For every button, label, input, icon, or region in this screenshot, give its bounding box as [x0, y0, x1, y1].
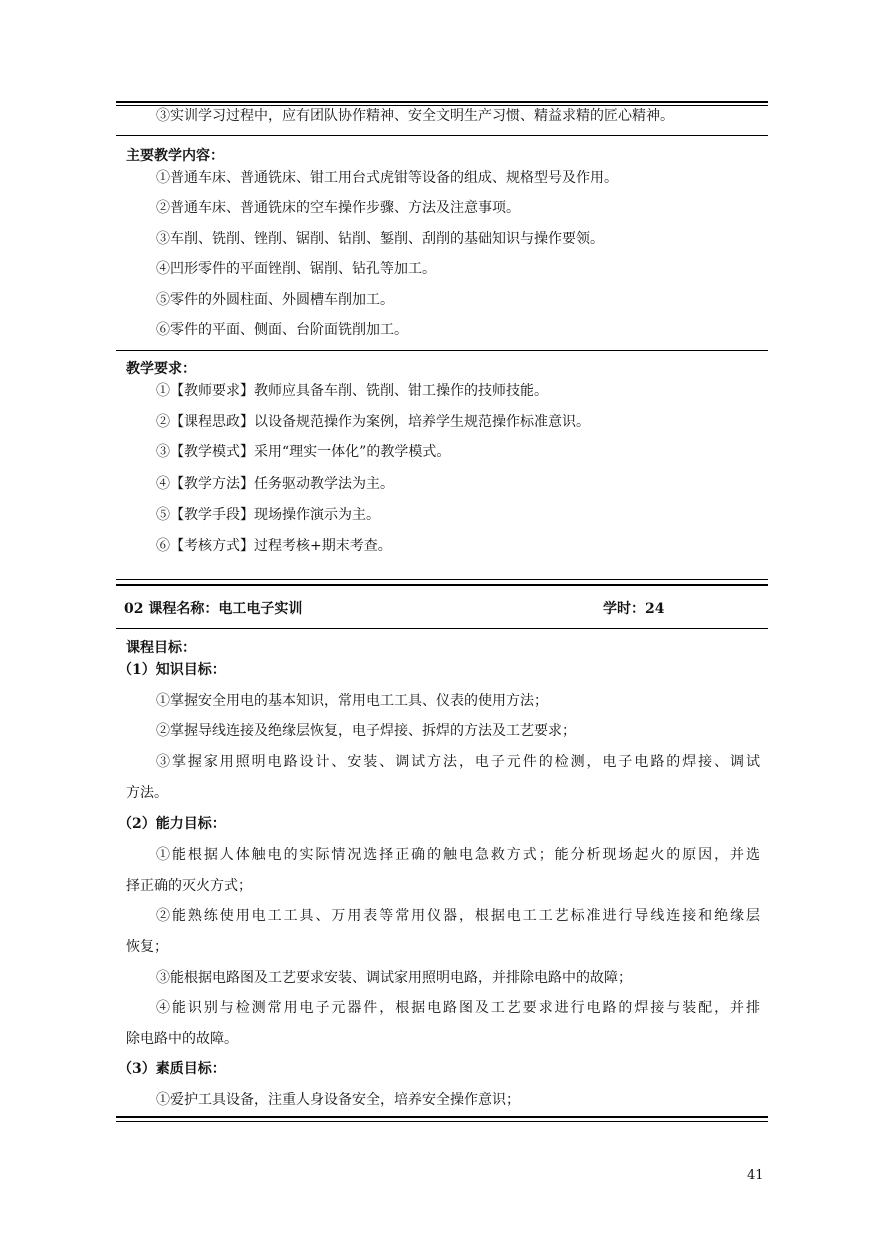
- course-hours: 学时：24: [603, 601, 665, 617]
- quality-heading: （3）素质目标：: [118, 1061, 226, 1077]
- bottom-rule: [116, 1116, 768, 1118]
- knowledge-item-3-cont: 方法。: [126, 785, 168, 801]
- requirement-item-3: ③【教学模式】采用“理实一体化”的教学模式。: [156, 444, 451, 460]
- content-item-6: ⑥零件的平面、侧面、台阶面铣削加工。: [156, 322, 408, 338]
- requirement-item-6: ⑥【考核方式】过程考核+期末考查。: [156, 538, 392, 554]
- requirement-item-5: ⑤【教学手段】现场操作演示为主。: [156, 507, 380, 523]
- divider: [116, 135, 768, 136]
- page-number: 41: [747, 1168, 764, 1183]
- quality-item-1: ①爱护工具设备，注重人身设备安全，培养安全操作意识；: [156, 1092, 520, 1108]
- divider: [116, 628, 768, 629]
- ability-item-4: ④能识别与检测常用电子元器件，根据电路图及工艺要求进行电路的焊接与装配，并排: [156, 1000, 760, 1016]
- divider: [116, 350, 768, 351]
- content-item-5: ⑤零件的外圆柱面、外圆槽车削加工。: [156, 292, 394, 308]
- ability-item-4-cont: 除电路中的故障。: [126, 1031, 238, 1047]
- content-item-4: ④凹形零件的平面锉削、锯削、钻孔等加工。: [156, 261, 436, 277]
- requirement-item-2: ②【课程思政】以设备规范操作为案例，培养学生规范操作标准意识。: [156, 414, 590, 430]
- content-heading: 主要教学内容：: [126, 148, 224, 164]
- content-item-3: ③车削、铣削、锉削、锯削、钻削、錾削、刮削的基础知识与操作要领。: [156, 231, 604, 247]
- ability-item-2: ②能熟练使用电工工具、万用表等常用仪器，根据电工工艺标准进行导线连接和绝缘层: [156, 908, 760, 924]
- ability-item-3: ③能根据电路图及工艺要求安装、调试家用照明电路，并排除电路中的故障；: [156, 970, 632, 986]
- section-rule-thin: [116, 579, 768, 580]
- goal-item-3: ③实训学习过程中，应有团队协作精神、安全文明生产习惯、精益求精的匠心精神。: [156, 108, 674, 124]
- ability-heading: （2）能力目标：: [118, 816, 226, 832]
- ability-item-1-cont: 择正确的灭火方式；: [126, 878, 252, 894]
- requirement-item-4: ④【教学方法】任务驱动教学法为主。: [156, 476, 394, 492]
- requirements-heading: 教学要求：: [126, 361, 196, 377]
- requirement-item-1: ①【教师要求】教师应具备车削、铣削、钳工操作的技师技能。: [156, 383, 548, 399]
- top-rule: [116, 101, 768, 103]
- content-item-2: ②普通车床、普通铣床的空车操作步骤、方法及注意事项。: [156, 200, 520, 216]
- section-rule: [116, 584, 768, 586]
- knowledge-item-3: ③掌握家用照明电路设计、安装、调试方法，电子元件的检测，电子电路的焊接、调试: [156, 754, 760, 770]
- ability-item-2-cont: 恢复；: [126, 939, 168, 955]
- knowledge-item-2: ②掌握导线连接及绝缘层恢复，电子焊接、拆焊的方法及工艺要求；: [156, 723, 576, 739]
- bottom-rule-thin: [116, 1121, 768, 1122]
- knowledge-heading: （1）知识目标：: [118, 662, 226, 678]
- knowledge-item-1: ①掌握安全用电的基本知识，常用电工工具、仪表的使用方法；: [156, 693, 548, 709]
- content-item-1: ①普通车床、普通铣床、钳工用台式虎钳等设备的组成、规格型号及作用。: [156, 170, 618, 186]
- course-title: 02 课程名称：电工电子实训: [124, 601, 303, 617]
- ability-item-1: ①能根据人体触电的实际情况选择正确的触电急救方式；能分析现场起火的原因，并选: [156, 847, 760, 863]
- goal-heading: 课程目标：: [126, 640, 196, 656]
